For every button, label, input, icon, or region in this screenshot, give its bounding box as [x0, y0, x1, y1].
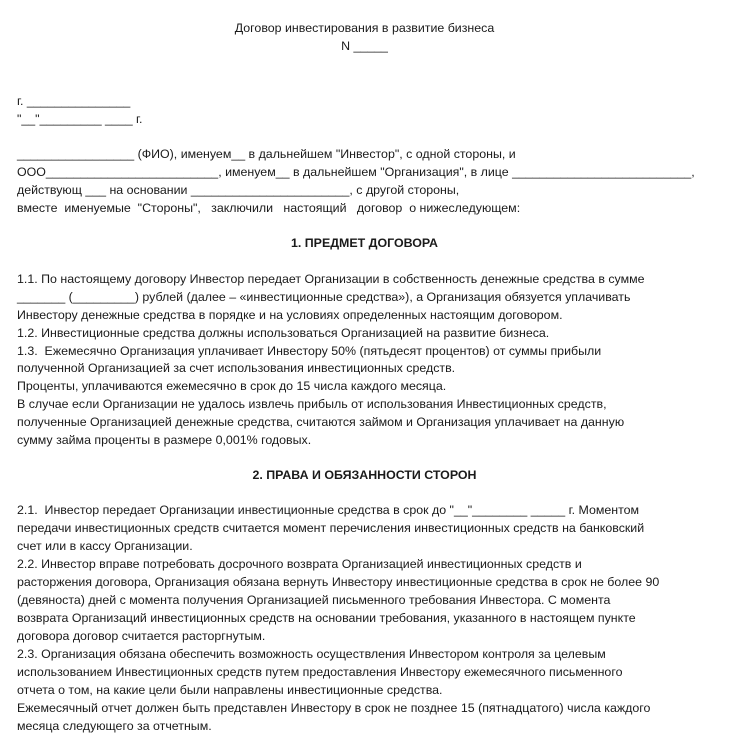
section-2-line: 2.2. Инвестор вправе потребовать досрочного возврата Организацией инвестиционных средств и: [17, 557, 582, 571]
parties-line-1: _________________ (ФИО), именуем__ в дальнейшем "Инвестор", с одной стороны, и: [17, 147, 516, 161]
place-line: г. _______________: [17, 94, 131, 108]
section-2-line: счет или в кассу Организации.: [17, 539, 193, 553]
section-2-heading: 2. ПРАВА И ОБЯЗАННОСТИ СТОРОН: [252, 468, 477, 482]
section-2-line: месяца следующего за отчетным.: [17, 719, 212, 733]
section-2-line: возврата Организаций инвестиционных средств на основании требования, указанного в настоящем пункте: [17, 611, 636, 625]
document-number: N _____: [341, 39, 388, 53]
section-1-line: Инвестору денежные средства в порядке и на условиях определенных настоящим договором.: [17, 308, 563, 322]
section-1-line: Проценты, уплачиваются ежемесячно в срок до 15 числа каждого месяца.: [17, 379, 447, 393]
section-2-line: расторжения договора, Организация обязана вернуть Инвестору инвестиционные средства в срок не более 90: [17, 575, 660, 589]
section-1-line: полученные Организацией денежные средства, считаются займом и Организация уплачивает на данную: [17, 415, 625, 429]
parties-line-2: ООО_________________________, именуем__ в дальнейшем "Организация", в лице __________________________,: [17, 165, 695, 179]
section-1-line: сумму займа проценты в размере 0,001% годовых.: [17, 433, 312, 447]
date-line: "__"_________ ____ г.: [17, 112, 143, 126]
parties-line-3: действующ ___ на основании _______________________, с другой стороны,: [17, 183, 460, 197]
section-1-heading: 1. ПРЕДМЕТ ДОГОВОРА: [291, 236, 438, 250]
section-2-line: отчета о том, на какие цели были направлены инвестиционные средства.: [17, 683, 443, 697]
section-2-line: Ежемесячный отчет должен быть представлен Инвестору в срок не позднее 15 (пятнадцатого) числа каждого: [17, 701, 651, 715]
section-1-line: 1.1. По настоящему договору Инвестор передает Организации в собственность денежные средства в сумме: [17, 272, 645, 286]
section-2-line: использованием Инвестиционных средств путем предоставления Инвестору ежемесячного письменного: [17, 665, 623, 679]
section-2-line: 2.1. Инвестор передает Организации инвестиционные средства в срок до "__"________ _____ г. Моментом: [17, 503, 640, 517]
section-2-line: 2.3. Организация обязана обеспечить возможность осуществления Инвестором контроля за целевым: [17, 647, 606, 661]
section-2-line: (девяноста) дней с момента получения Организацией письменного требования Инвестора. С момента: [17, 593, 611, 607]
section-1-line: 1.2. Инвестиционные средства должны использоваться Организацией на развитие бизнеса.: [17, 326, 550, 340]
section-2-line: договора договор считается расторгнутым.: [17, 629, 266, 643]
document-title: Договор инвестирования в развитие бизнеса: [234, 21, 495, 35]
section-1-line: полученной Организацией за счет использования инвестиционных средств.: [17, 361, 456, 375]
section-1-line: В случае если Организации не удалось извлечь прибыль от использования Инвестиционных средств,: [17, 397, 607, 411]
section-1-line: _______ (_________) рублей (далее – «инвестиционные средства»), а Организация обязуется уплачивать: [17, 290, 631, 304]
section-2-line: передачи инвестиционных средств считается момент перечисления инвестиционных средств на банковский: [17, 521, 645, 535]
parties-line-4: вместе именуемые "Стороны", заключили настоящий договор о нижеследующем:: [17, 201, 521, 215]
section-1-line: 1.3. Ежемесячно Организация уплачивает Инвестору 50% (пятьдесят процентов) от суммы прибыли: [17, 344, 602, 358]
